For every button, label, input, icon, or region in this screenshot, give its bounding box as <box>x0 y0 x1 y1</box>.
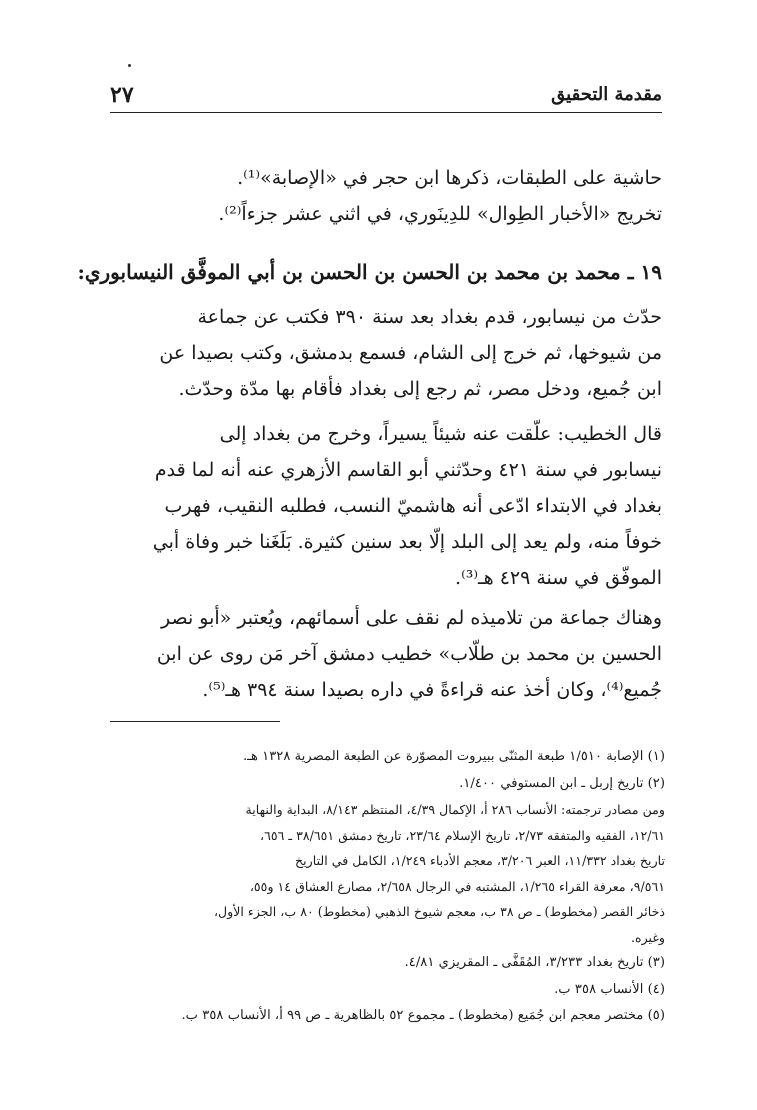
footnote-4: (٤) الأنساب ٣٥٨ ب. <box>554 981 665 997</box>
text-line: الحسين بن محمد بن طلّاب» خطيب دمشق آخر مَن روى عن ابن <box>156 643 662 665</box>
entry-heading: ١٩ ـ محمد بن محمد بن الحسن بن الحسن بن أبي الموفَّق النيسابوري: <box>77 260 662 284</box>
footnote-2-sources-line: ٩/٥٦١، معرفة القراء ١/٢٦٥، المشتبه في الرجال ٢/٦٥٨، مصارع العشاق ١٤ و٥٥، <box>249 878 665 894</box>
footnotes <box>105 744 665 1030</box>
running-header <box>110 82 662 113</box>
text-line: حدّث من نيسابور، قدم بغداد بعد سنة ٣٩٠ فكتب عن جماعة <box>197 306 662 328</box>
text-line: تخريج «الأخبار الطِوال» للدِينَوري، في اثني عشر جزءاً⁽²⁾. <box>218 203 662 225</box>
footnote-2-sources-line: ذخائر القصر (مخطوط) ـ ص ٣٨ ب، معجم شيوخ الذهبي (مخطوط) ٨٠ ب، الجزء الأول، <box>213 904 665 919</box>
footnote-2-sources-line: وغيره. <box>630 929 665 945</box>
text-line: وهناك جماعة من تلاميذه لم نقف على أسمائهم، ويُعتبر «أبو نصر <box>160 607 662 629</box>
footnote-3: (٣) تاريخ بغداد ٣/٢٣٣، المُقَفَّى ـ المقريزي ٤/٨١. <box>404 955 665 970</box>
footnote-2-sources-line: ومن مصادر ترجمته: الأنساب ٢٨٦ أ، الإكمال ٤/٣٩، المنتظم ٨/١٤٣، البداية والنهاية <box>245 802 665 817</box>
entry-heading-block <box>77 253 662 291</box>
text-line: جُميع⁽⁴⁾، وكان أخذ عنه قراءةً في داره بصيدا سنة ٣٩٤ هـ⁽⁵⁾. <box>202 679 662 701</box>
text-line: من شيوخها، ثم خرج إلى الشام، فسمع بدمشق، وكتب بصيدا عن <box>159 342 662 364</box>
intro-lines <box>132 160 662 232</box>
paragraph-1 <box>132 299 662 407</box>
text-line: الموفّق في سنة ٤٢٩ هـ⁽³⁾. <box>455 567 662 589</box>
page-number: ٢٧ <box>110 82 134 108</box>
text-line: نيسابور في سنة ٤٢١ وحدّثني أبو القاسم الأزهري عنه أنه لما قدم <box>154 459 662 481</box>
text-line: حاشية على الطبقات، ذكرها ابن حجر في «الإصابة»⁽¹⁾. <box>237 167 662 189</box>
text-line: قال الخطيب: علّقت عنه شيئاً يسيراً، وخرج من بغداد إلى <box>219 423 662 445</box>
footnote-5: (٥) مختصر معجم ابن جُمَيع (مخطوط) ـ مجموع ٥٢ بالظاهرية ـ ص ٩٩ أ، الأنساب ٣٥٨ ب. <box>181 1008 665 1023</box>
running-title: مقدمة التحقيق <box>551 84 662 105</box>
footnote-2: (٢) تاريخ إربل ـ ابن المستوفي ١/٤٠٠. <box>459 775 665 791</box>
text-line: خوفاً منه، ولم يعد إلى البلد إلّا بعد سنين كثيرة. بَلَغَنا خبر وفاة أبي <box>152 531 662 553</box>
paragraph-2 <box>132 416 662 596</box>
speck <box>128 64 131 67</box>
footnote-1: (١) الإصابة ١/٥١٠ طبعة المثنّى ببيروت المصوّرة عن الطبعة المصرية ١٣٢٨ هـ. <box>242 749 665 764</box>
paragraph-3 <box>132 600 662 708</box>
text-line: بغداد في الابتداء ادّعى أنه هاشميّ النسب، فطلبه النقيب، فهرب <box>164 495 662 517</box>
footnote-2-sources-line: ١٢/٦١، الفقيه والمتفقه ٢/٧٣، تاريخ الإسلام ٢٣/٦٤، تاريخ دمشق ٣٨/٦٥١ ـ ٦٥٦، <box>260 827 665 843</box>
footnote-2-sources-line: تاريخ بغداد ١١/٣٣٢، العبر ٣/٢٠٦، معجم الأدباء ١/٢٤٩، الكامل في التاريخ <box>295 853 665 868</box>
text-line: ابن جُميع، ودخل مصر، ثم رجع إلى بغداد فأقام بها مدّة وحدّث. <box>178 378 662 400</box>
footnote-separator <box>110 721 280 722</box>
